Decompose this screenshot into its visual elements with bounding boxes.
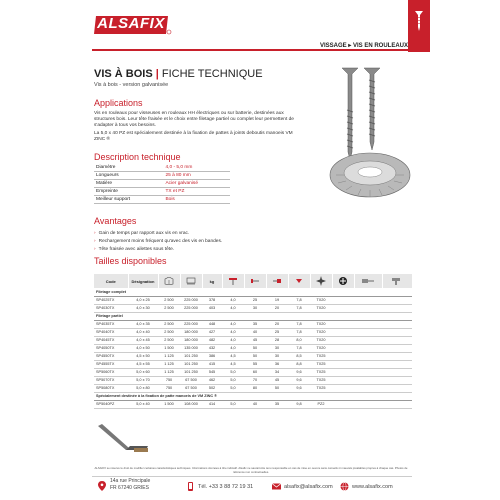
table-cell: 1 125 <box>158 352 180 360</box>
table-cell: 7,8 <box>288 304 310 312</box>
table-cell: 403 <box>202 304 222 312</box>
table-cell: 482 <box>202 336 222 344</box>
table-cell: 5,0 <box>222 368 244 376</box>
bits-icon <box>338 276 348 286</box>
screw-icon <box>414 10 424 32</box>
table-cell <box>332 384 354 392</box>
table-cell: 35 <box>244 320 266 328</box>
table-group-row: Filetage complet <box>94 288 412 296</box>
page-title <box>94 68 263 80</box>
spec-label: Meilleur support <box>94 196 163 204</box>
table-cell: 45 <box>266 376 288 384</box>
table-cell <box>382 400 412 408</box>
table-cell: 378 <box>202 296 222 304</box>
table-cell <box>332 352 354 360</box>
table-cell: 28 <box>266 336 288 344</box>
table-header-row <box>94 274 412 288</box>
arrow-icon: › <box>94 239 96 244</box>
table-cell: 55 <box>244 360 266 368</box>
table-cell <box>354 368 382 376</box>
technical-heading: Description technique <box>94 152 181 162</box>
table-cell <box>332 376 354 384</box>
table-cell: 30 <box>266 352 288 360</box>
advantages-heading: Avantages <box>94 216 137 226</box>
phone-icon <box>186 482 195 491</box>
cell-code: SP4035TX <box>94 320 128 328</box>
globe-icon <box>340 482 349 491</box>
screwdriver-icon <box>361 277 375 285</box>
applications-heading: Applications <box>94 98 143 108</box>
table-cell: 414 <box>202 400 222 408</box>
table-cell: 34 <box>266 368 288 376</box>
table-row <box>94 328 412 336</box>
title-separator: | <box>155 68 159 80</box>
cell-code: SP4030TX <box>94 304 128 312</box>
column-box-icon <box>158 274 180 288</box>
table-cell: 36 <box>266 360 288 368</box>
table-cell: 2 500 <box>158 328 180 336</box>
pallet-icon <box>186 277 196 285</box>
thread-length-icon <box>272 277 282 285</box>
table-cell <box>382 336 412 344</box>
table-cell: 4,0 <box>222 296 244 304</box>
advantages-list <box>94 230 314 254</box>
table-cell: 7,8 <box>288 320 310 328</box>
table-cell: 135 000 <box>180 344 202 352</box>
table-cell: 50 <box>244 352 266 360</box>
location-pin-icon <box>98 481 106 491</box>
advantage-item: › Rechargement moins fréquent qu'avec des vis en bandes. <box>94 239 223 244</box>
advantage-item: › Gain de temps par rapport aux vis en vrac. <box>94 231 190 236</box>
cell-code: SP4025TX <box>94 296 128 304</box>
column-gun-icon <box>382 274 412 288</box>
footer-email[interactable] <box>272 482 333 491</box>
address-line-1: 14a rue Principale <box>110 478 151 484</box>
column-head-icon <box>288 274 310 288</box>
sizes-heading: Tailles disponibles <box>94 256 167 266</box>
table-group-row: Spécialement destinée à la fixation de patte manoeis de VM ZINC ® <box>94 392 412 400</box>
table-cell: TX25 <box>310 360 332 368</box>
column-diameter-icon <box>222 274 244 288</box>
cell-code: SP4040TX <box>94 328 128 336</box>
brand-name: ALSAFIX <box>97 15 165 32</box>
footer-divider <box>92 476 412 477</box>
table-group-row: Filetage partiel <box>94 312 412 320</box>
table-cell: 2 500 <box>158 296 180 304</box>
title-main: VIS À BOIS <box>94 68 153 80</box>
address-line-2: FR 67240 GRIES <box>110 484 149 491</box>
table-cell: 180 000 <box>180 336 202 344</box>
column-bits-icon <box>332 274 354 288</box>
table-cell: 4,0 x 50 <box>128 344 158 352</box>
fixing-tool-image <box>96 424 150 454</box>
spec-label: Matière <box>94 180 163 188</box>
table-cell: TX25 <box>310 352 332 360</box>
table-cell: 225 000 <box>180 304 202 312</box>
table-cell: TX20 <box>310 304 332 312</box>
table-row <box>94 304 412 312</box>
table-cell <box>382 296 412 304</box>
table-cell: TX20 <box>310 344 332 352</box>
sizes-table <box>94 274 413 409</box>
spec-row <box>94 164 230 172</box>
table-cell: 1 125 <box>158 368 180 376</box>
table-cell: 5,0 x 80 <box>128 384 158 392</box>
table-cell: 4,0 <box>222 320 244 328</box>
column-drive-icon <box>310 274 332 288</box>
table-cell: TX20 <box>310 296 332 304</box>
footer-address <box>110 478 150 491</box>
table-cell: 67 500 <box>180 376 202 384</box>
table-cell: 50 <box>244 344 266 352</box>
table-cell: 427 <box>202 328 222 336</box>
table-cell: 25 <box>244 296 266 304</box>
column-tool-icon <box>354 274 382 288</box>
table-cell: 4,5 x 50 <box>128 352 158 360</box>
table-cell: 50 <box>266 384 288 392</box>
table-cell: 25 <box>266 328 288 336</box>
cell-code: SP5040PZ <box>94 400 128 408</box>
applications-paragraph-1: Vis en rouleaux pour visseuses en rouleaux HH électriques ou sur batterie, destinées aux structures bois. Leur tête fraisée et le choix entre filetage partiel ou complet leur permettent de s'adapter à tous vos besoins. <box>94 111 294 128</box>
table-cell: 750 <box>158 376 180 384</box>
column-thread-icon <box>266 274 288 288</box>
table-cell: 4,0 x 45 <box>128 336 158 344</box>
table-cell: 5,0 <box>222 400 244 408</box>
table-cell: TX25 <box>310 368 332 376</box>
table-cell <box>382 360 412 368</box>
advantage-item: › Tête fraisée avec ailettes sous tête. <box>94 247 175 252</box>
coil-product-image <box>326 145 414 205</box>
table-cell: 4,5 <box>222 360 244 368</box>
table-cell: 80 <box>244 384 266 392</box>
table-cell <box>332 328 354 336</box>
table-cell: 5,0 x 40 <box>128 400 158 408</box>
table-cell <box>354 384 382 392</box>
table-cell: 101 250 <box>180 360 202 368</box>
email-address[interactable]: alsafix@alsafix.com <box>284 483 333 490</box>
table-cell: TX20 <box>310 328 332 336</box>
table-cell: 5,0 x 70 <box>128 376 158 384</box>
table-cell: TX20 <box>310 336 332 344</box>
spec-row <box>94 172 230 180</box>
table-cell: 432 <box>202 344 222 352</box>
table-cell <box>354 352 382 360</box>
table-cell <box>354 400 382 408</box>
table-cell <box>382 344 412 352</box>
arrow-icon: › <box>94 231 96 236</box>
table-cell <box>332 400 354 408</box>
cell-code: SP4555TX <box>94 360 128 368</box>
table-cell: 4,5 x 55 <box>128 360 158 368</box>
head-diameter-icon <box>294 277 304 285</box>
table-cell: 8,0 <box>288 336 310 344</box>
table-cell: 502 <box>202 384 222 392</box>
page-subtitle: Vis à bois - version galvanisée <box>94 82 169 88</box>
cell-code: SP5060TX <box>94 368 128 376</box>
column-pallet-icon <box>180 274 202 288</box>
phone-number[interactable]: Tél. +33 3 88 72 19 31 <box>198 483 254 490</box>
table-cell: 180 000 <box>180 328 202 336</box>
cell-code: SP5070TX <box>94 376 128 384</box>
table-cell: TX25 <box>310 376 332 384</box>
table-cell: 4,0 <box>222 328 244 336</box>
spec-label: Empreinte <box>94 188 163 196</box>
spec-value: Acier galvanisé <box>163 180 230 188</box>
disclaimer-text: ALSAFIX se réserve le droit de modifier certaines caractéristiques techniques. Informations données à titre indicatif. Alsafix ne saurait être tenu responsable en cas de mise en oeuvre sans conseils ni mauvais préalables propres à chaque cas. Photos de référence non contractuelles. <box>94 466 408 474</box>
table-cell <box>354 376 382 384</box>
spec-value: 4,0 - 5,0 mm <box>163 164 230 172</box>
table-cell <box>382 376 412 384</box>
column-length-icon <box>244 274 266 288</box>
table-cell: 448 <box>202 320 222 328</box>
table-cell: 4,0 x 35 <box>128 320 158 328</box>
table-cell: 67 500 <box>180 384 202 392</box>
table-row <box>94 320 412 328</box>
table-cell <box>354 304 382 312</box>
arrow-icon: › <box>94 247 96 252</box>
spec-label: Longueurs <box>94 172 163 180</box>
table-cell: 1 500 <box>158 400 180 408</box>
table-cell <box>382 304 412 312</box>
cell-code: SP4045TX <box>94 336 128 344</box>
table-cell: 1 500 <box>158 344 180 352</box>
table-cell <box>382 328 412 336</box>
table-cell: 1 125 <box>158 360 180 368</box>
box-icon <box>164 277 174 285</box>
table-cell: 101 250 <box>180 368 202 376</box>
spec-row <box>94 196 230 204</box>
brand-logo <box>92 14 172 36</box>
cell-code: SP4050TX <box>94 344 128 352</box>
column-weight: kg <box>202 274 222 288</box>
table-cell: 386 <box>202 352 222 360</box>
table-row <box>94 360 412 368</box>
spec-label: Diamètre <box>94 164 163 172</box>
table-cell: 750 <box>158 384 180 392</box>
footer-website[interactable] <box>340 482 393 491</box>
spec-row <box>94 180 230 188</box>
spec-row <box>94 188 230 196</box>
table-cell: 5,0 <box>222 384 244 392</box>
table-cell: 8,5 <box>288 352 310 360</box>
table-row <box>94 344 412 352</box>
table-cell: 9,8 <box>288 400 310 408</box>
envelope-icon <box>272 482 281 491</box>
table-cell: 60 <box>244 368 266 376</box>
table-cell: 40 <box>244 328 266 336</box>
table-cell: 4,5 <box>222 352 244 360</box>
table-cell: 7,8 <box>288 344 310 352</box>
screw-gun-icon <box>390 277 404 285</box>
table-cell: 9,6 <box>288 376 310 384</box>
category-breadcrumb: VISSAGE ▸ VIS EN ROULEAUX <box>319 43 408 49</box>
table-cell: 4,0 <box>222 344 244 352</box>
table-cell: TX25 <box>310 384 332 392</box>
table-cell: 35 <box>266 400 288 408</box>
spec-value: 25 à 80 mm <box>163 172 230 180</box>
screw-length-icon <box>250 277 260 285</box>
table-cell <box>332 360 354 368</box>
table-cell <box>332 336 354 344</box>
table-cell: 4,0 x 25 <box>128 296 158 304</box>
table-cell <box>382 320 412 328</box>
table-cell: 9,6 <box>288 384 310 392</box>
table-cell: 101 250 <box>180 352 202 360</box>
table-cell: 7,8 <box>288 296 310 304</box>
spec-value: TX et PZ <box>163 188 230 196</box>
cell-code: SP5080TX <box>94 384 128 392</box>
footer-phone[interactable] <box>186 482 253 491</box>
table-cell <box>382 352 412 360</box>
table-cell <box>332 344 354 352</box>
table-cell <box>354 296 382 304</box>
table-cell: 415 <box>202 360 222 368</box>
table-cell: 9,6 <box>288 368 310 376</box>
table-cell: 20 <box>266 304 288 312</box>
table-row <box>94 384 412 392</box>
table-cell: 2 500 <box>158 336 180 344</box>
table-cell <box>332 368 354 376</box>
table-cell: 70 <box>244 376 266 384</box>
table-cell <box>332 296 354 304</box>
table-cell: PZ2 <box>310 400 332 408</box>
table-cell: 5,0 <box>222 376 244 384</box>
table-cell <box>354 344 382 352</box>
table-cell: TX20 <box>310 320 332 328</box>
table-cell: 30 <box>266 344 288 352</box>
table-row <box>94 368 412 376</box>
table-cell: 4,0 x 30 <box>128 304 158 312</box>
technical-table <box>94 164 230 204</box>
table-cell: 225 000 <box>180 296 202 304</box>
torx-icon <box>316 276 326 286</box>
spec-value: Bois <box>163 196 230 204</box>
table-cell <box>354 336 382 344</box>
table-cell: 108 000 <box>180 400 202 408</box>
table-cell: 7,8 <box>288 328 310 336</box>
table-cell <box>354 360 382 368</box>
table-cell: 5,0 x 60 <box>128 368 158 376</box>
cell-code: SP4550TX <box>94 352 128 360</box>
table-cell: 19 <box>266 296 288 304</box>
table-row <box>94 336 412 344</box>
table-cell: 462 <box>202 376 222 384</box>
table-row <box>94 400 412 408</box>
table-cell <box>332 320 354 328</box>
table-cell <box>354 328 382 336</box>
title-sub: FICHE TECHNIQUE <box>161 68 263 80</box>
column-code: Code <box>94 274 128 288</box>
table-cell: 4,0 <box>222 336 244 344</box>
website-url[interactable]: www.alsafix.com <box>352 483 393 490</box>
header-bar <box>92 40 408 51</box>
column-designation: Désignation <box>128 274 158 288</box>
table-cell: 45 <box>244 336 266 344</box>
table-cell <box>382 384 412 392</box>
table-cell: 2 500 <box>158 320 180 328</box>
table-cell: 40 <box>244 400 266 408</box>
table-cell: 20 <box>266 320 288 328</box>
diameter-icon <box>228 277 238 285</box>
table-cell: 8,8 <box>288 360 310 368</box>
table-row <box>94 296 412 304</box>
table-cell <box>332 304 354 312</box>
table-cell <box>354 320 382 328</box>
table-row <box>94 352 412 360</box>
table-cell <box>382 368 412 376</box>
table-cell: 30 <box>244 304 266 312</box>
table-cell: 545 <box>202 368 222 376</box>
applications-paragraph-2: La 5,0 x 40 PZ est spécialement destinée à la fixation de pattes à joints deboutis manoeis VM ZINC ® <box>94 131 293 142</box>
table-cell: 4,0 <box>222 304 244 312</box>
table-cell: 225 000 <box>180 320 202 328</box>
table-cell: 4,0 x 40 <box>128 328 158 336</box>
table-row <box>94 376 412 384</box>
table-cell: 2 500 <box>158 304 180 312</box>
